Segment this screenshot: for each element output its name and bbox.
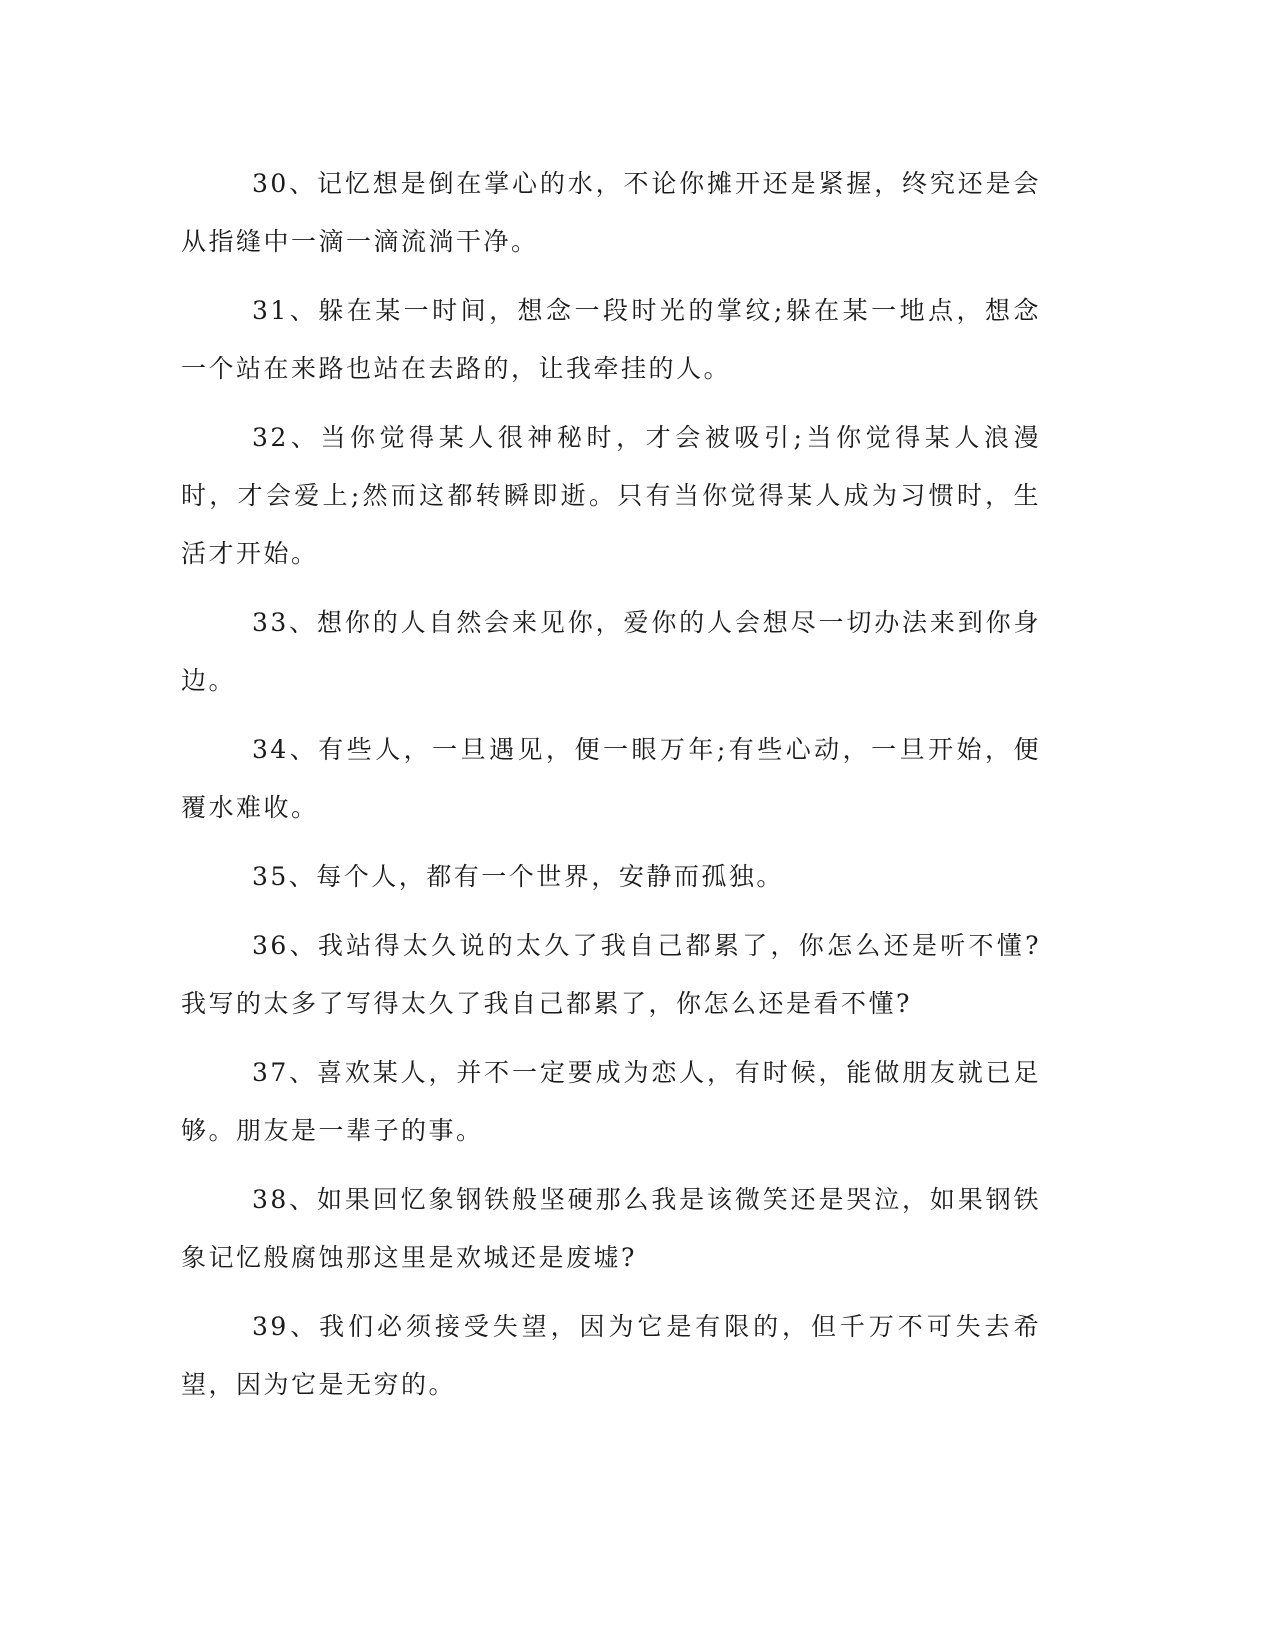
paragraph-37: 37、喜欢某人，并不一定要成为恋人，有时候，能做朋友就已足够。朋友是一辈子的事。 <box>181 1058 1041 1145</box>
paragraph-35: 35、每个人，都有一个世界，安静而孤独。 <box>252 862 784 891</box>
paragraph-32: 32、当你觉得某人很神秘时，才会被吸引;当你觉得某人浪漫时，才会爱上;然而这都转瞬即逝。只有当你觉得某人成为习惯时，生活才开始。 <box>181 423 1041 568</box>
paragraph-31: 31、躲在某一时间，想念一段时光的掌纹;躲在某一地点，想念一个站在来路也站在去路的，让我牵挂的人。 <box>181 296 1041 383</box>
paragraph-34: 34、有些人，一旦遇见，便一眼万年;有些心动，一旦开始，便覆水难收。 <box>181 735 1041 822</box>
paragraph-38: 38、如果回忆象钢铁般坚硬那么我是该微笑还是哭泣，如果钢铁象记忆般腐蚀那这里是欢城还是废墟? <box>181 1185 1041 1272</box>
document-body <box>181 155 1041 1425</box>
paragraph-30: 30、记忆想是倒在掌心的水，不论你摊开还是紧握，终究还是会从指缝中一滴一滴流淌干净。 <box>181 169 1041 256</box>
paragraph-36: 36、我站得太久说的太久了我自己都累了，你怎么还是听不懂?我写的太多了写得太久了我自己都累了，你怎么还是看不懂? <box>181 931 1041 1018</box>
paragraph-39: 39、我们必须接受失望，因为它是有限的，但千万不可失去希望，因为它是无穷的。 <box>181 1312 1041 1399</box>
paragraph-33: 33、想你的人自然会来见你，爱你的人会想尽一切办法来到你身边。 <box>181 608 1041 695</box>
